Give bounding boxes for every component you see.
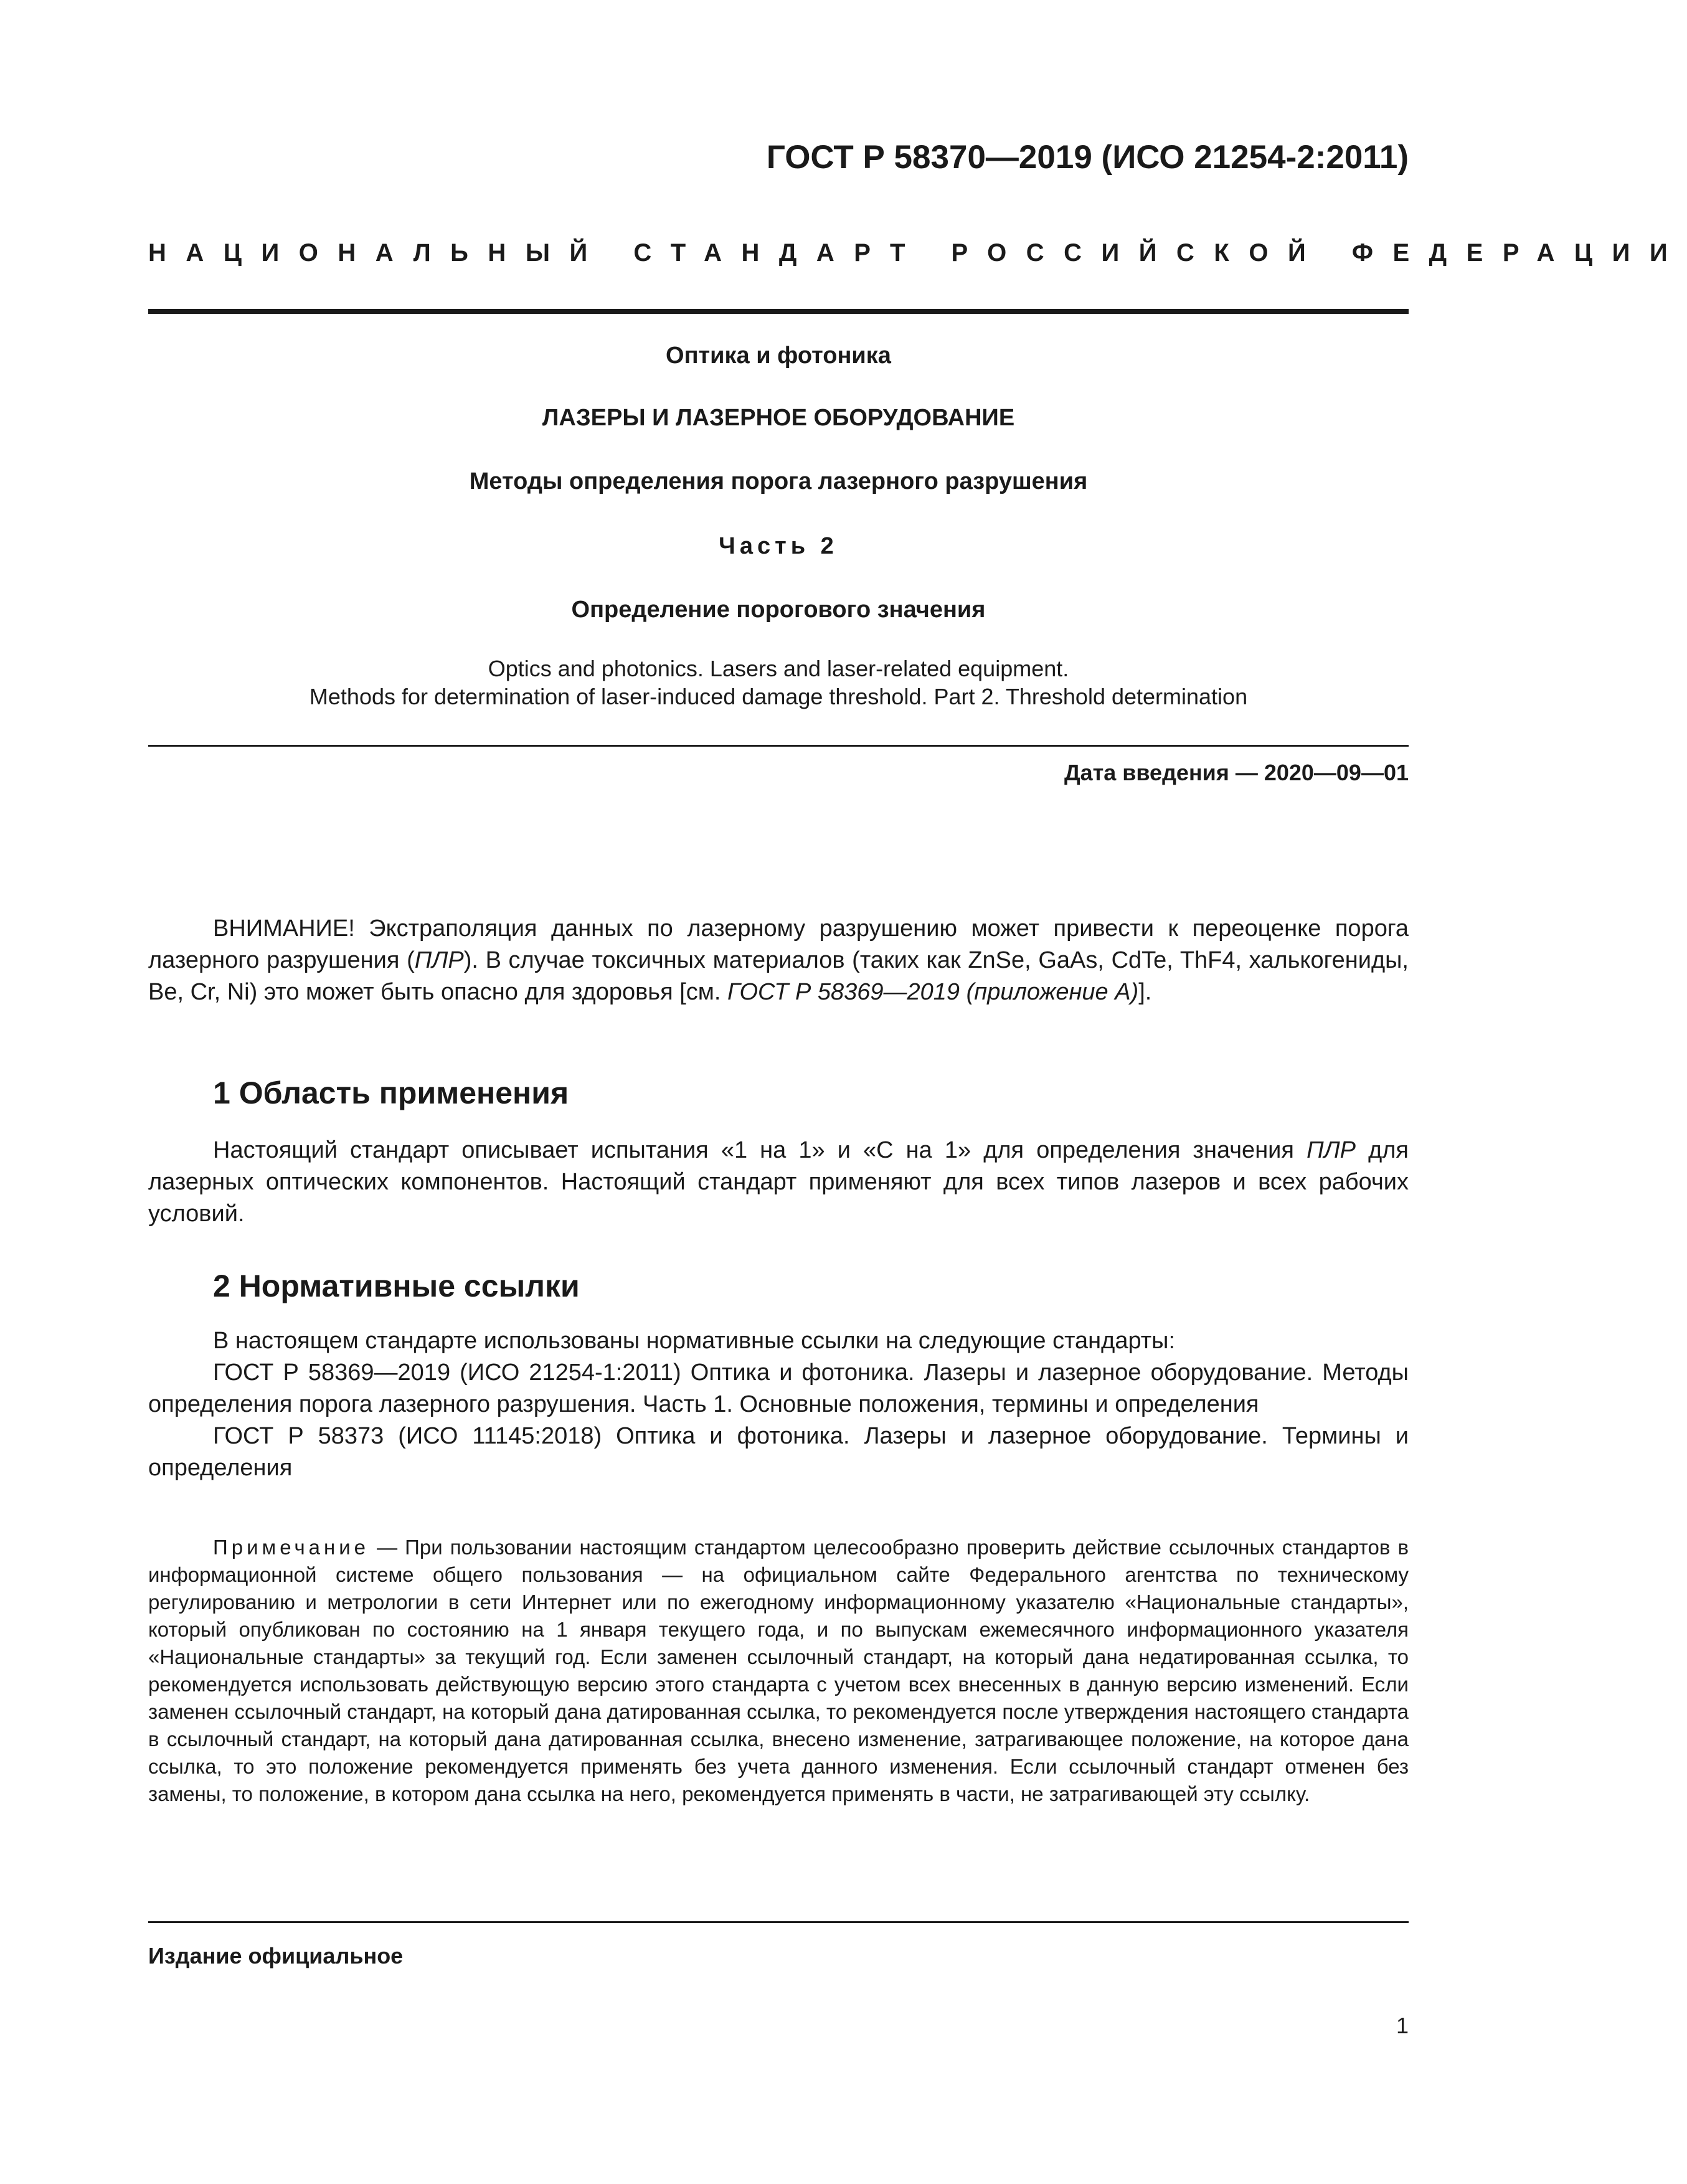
section-1-text: для лазерных оптических компонентов. Настоящий стандарт применяют для всех типов лазеров и всех рабочих условий. bbox=[148, 1137, 1409, 1227]
section-1-heading: 1 Область применения bbox=[213, 1075, 569, 1110]
section-1-paragraph bbox=[148, 1135, 1409, 1230]
title-main: ЛАЗЕРЫ И ЛАЗЕРНОЕ ОБОРУДОВАНИЕ bbox=[542, 405, 1015, 431]
document-page bbox=[148, 0, 1687, 2184]
section-1-text: Настоящий стандарт описывает испытания «1 на 1» и «С на 1» для определения значения bbox=[213, 1137, 1307, 1163]
section-2-heading: 2 Нормативные ссылки bbox=[213, 1269, 580, 1303]
section-2-intro: В настоящем стандарте использованы нормативные ссылки на следующие стандарты: bbox=[213, 1328, 1176, 1354]
title-part: Часть 2 bbox=[719, 533, 838, 559]
title-methods: Методы определения порога лазерного разрушения bbox=[469, 468, 1088, 494]
page-number: 1 bbox=[1396, 2013, 1409, 2038]
section-2-body bbox=[148, 1325, 1409, 1484]
normative-reference-1: ГОСТ Р 58369—2019 (ИСО 21254-1:2011) Оптика и фотоника. Лазеры и лазерное оборудование. Методы определения порога лазерного разрушения. Часть 1. Основные положения, термины и определения bbox=[148, 1359, 1409, 1417]
top-rule bbox=[148, 309, 1409, 314]
title-area: Оптика и фотоника bbox=[666, 343, 891, 369]
title-rule bbox=[148, 745, 1409, 747]
normative-reference-2: ГОСТ Р 58373 (ИСО 11145:2018) Оптика и фотоника. Лазеры и лазерное оборудование. Термины и определения bbox=[148, 1423, 1409, 1481]
warning-text: ]. bbox=[1138, 979, 1152, 1005]
official-edition-label: Издание официальное bbox=[148, 1943, 404, 1969]
note-paragraph bbox=[148, 1534, 1409, 1808]
title-subtitle: Определение порогового значения bbox=[571, 597, 986, 623]
warning-text: ). В случае токсичных материалов (таких как ZnSe, GaAs, CdTe, ThF4, халькогениды, Be, Cr, Ni) это может быть опасно для здоровья [см. bbox=[148, 947, 1409, 1005]
footer-rule bbox=[148, 1921, 1409, 1923]
english-title-line-1: Optics and photonics. Lasers and laser-related equipment. bbox=[488, 656, 1069, 681]
section-1-abbreviation: ПЛР bbox=[1307, 1137, 1356, 1163]
national-standard-heading: НАЦИОНАЛЬНЫЙ СТАНДАРТ РОССИЙСКОЙ ФЕДЕРАЦИИ bbox=[148, 239, 1687, 267]
warning-abbreviation: ПЛР bbox=[414, 947, 464, 973]
english-title-line-2: Methods for determination of laser-induced damage threshold. Part 2. Threshold determination bbox=[309, 684, 1248, 709]
note-text: — При пользовании настоящим стандартом целесообразно проверить действие ссылочных стандартов в информационной системе общего пользования — на официальном сайте Федерального агентства по техническому регулированию и метрологии в сети Интернет или по ежегодному информационному указателю «Национальные стандарты», который опубликован по состоянию на 1 января текущего года, и по выпускам ежемесячного информационного указателя «Национальные стандарты» за текущий год. Если заменен ссылочный стандарт, на который дана недатированная ссылка, то рекомендуется использовать действующую версию этого стандарта с учетом всех внесенных в данную версию изменений. Если заменен ссылочный стандарт, на который дана датированная ссылка, то рекомендуется после утверждения настоящего стандарта в ссылочный стандарт, на который дана датированная ссылка, внесено изменение, затрагивающее положение, на которое дана ссылка, то это положение рекомендуется применять без учета данного изменения. Если ссылочный стандарт отменен без замены, то положение, в котором дана ссылка на него, рекомендуется применять в части, не затрагивающей эту ссылку. bbox=[148, 1536, 1409, 1805]
note-label: Примечание bbox=[213, 1536, 370, 1559]
introduction-date: Дата введения — 2020—09—01 bbox=[1064, 760, 1409, 785]
warning-reference: ГОСТ Р 58369—2019 (приложение А) bbox=[727, 979, 1139, 1005]
document-number: ГОСТ Р 58370—2019 (ИСО 21254-2:2011) bbox=[766, 139, 1409, 176]
warning-text: ВНИМАНИЕ! Экстраполяция данных по лазерному разрушению может привести к переоценке порога лазерного разрушения ( bbox=[148, 915, 1409, 973]
warning-paragraph bbox=[148, 913, 1409, 1008]
